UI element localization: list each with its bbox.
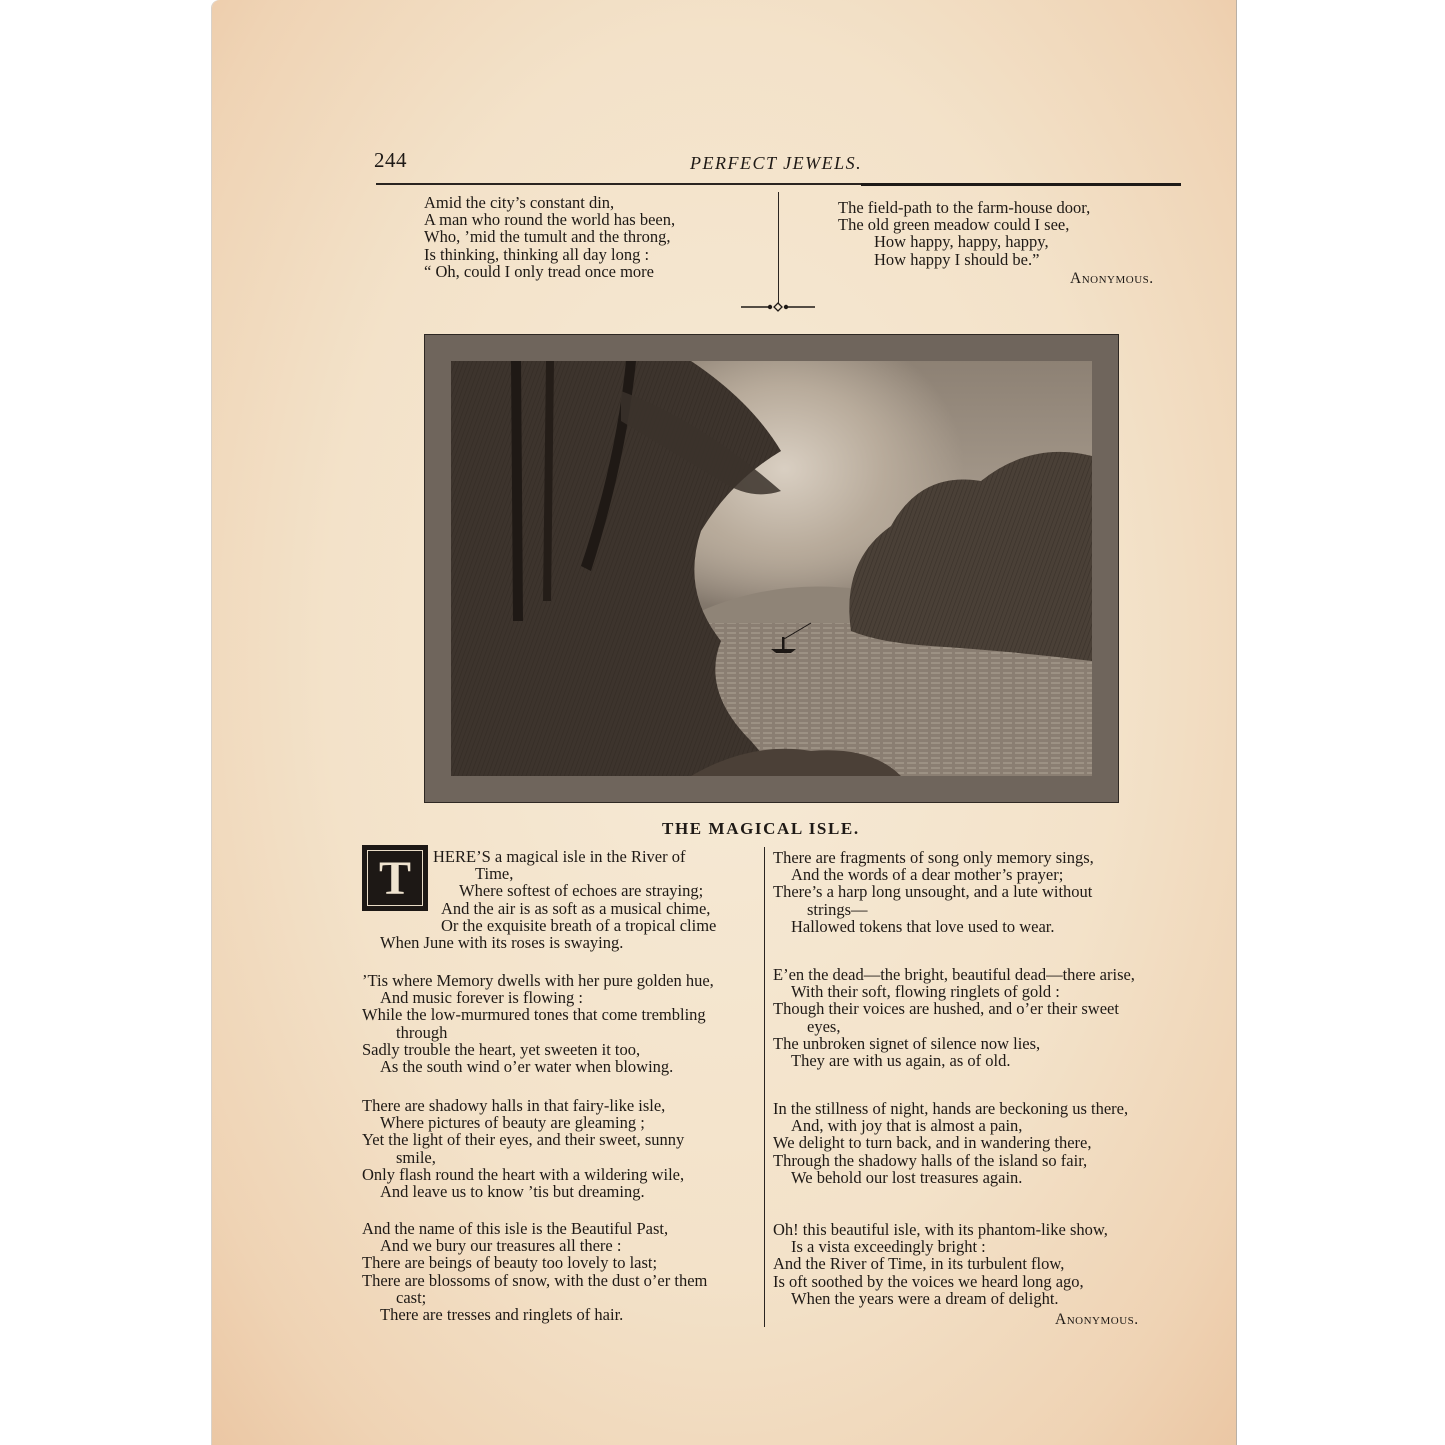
verse-line: When June with its roses is swaying. bbox=[380, 933, 624, 952]
verse-line: As the south wind o’er water when blowing. bbox=[380, 1057, 674, 1077]
verse-line: ’Tis where Memory dwells with her pure golden hue, bbox=[362, 971, 714, 990]
verse-line: HERE’S a magical isle in the River of bbox=[433, 847, 686, 866]
verse-line: The field-path to the farm-house door, bbox=[838, 198, 1091, 217]
river-engraving-illustration bbox=[424, 334, 1119, 803]
engraving-landscape-icon bbox=[451, 361, 1092, 776]
section-divider-ornament-icon bbox=[741, 300, 815, 314]
column-divider bbox=[764, 847, 765, 1327]
verse-line: A man who round the world has been, bbox=[424, 210, 676, 230]
verse-line: Sadly trouble the heart, yet sweeten it too, bbox=[362, 1039, 641, 1059]
verse-line: There are tresses and ringlets of hair. bbox=[380, 1305, 624, 1325]
stanza-3 bbox=[362, 1097, 684, 1200]
poem-title: THE MAGICAL ISLE. bbox=[662, 819, 860, 838]
verse-line: How happy, happy, happy, bbox=[874, 232, 1049, 252]
page-number: 244 bbox=[374, 148, 407, 172]
verse-line: Though their voices are hushed, and o’er their sweet bbox=[773, 999, 1119, 1019]
verse-line: When the years were a dream of delight. bbox=[791, 1288, 1059, 1308]
column-divider bbox=[778, 192, 779, 304]
engraving-scene bbox=[451, 361, 1092, 776]
stanza-7 bbox=[773, 1100, 1128, 1186]
verse-line: We behold our lost treasures again. bbox=[791, 1167, 1023, 1187]
verse-line: And leave us to know ’tis but dreaming. bbox=[380, 1182, 645, 1202]
verse-line: Yet the light of their eyes, and their sweet, sunny bbox=[362, 1130, 685, 1150]
verse-line: Hallowed tokens that love used to wear. bbox=[791, 916, 1055, 936]
verse-line: smile, bbox=[396, 1147, 436, 1167]
verse-line: Or the exquisite breath of a tropical clime bbox=[441, 915, 717, 935]
header-rule bbox=[376, 183, 1181, 185]
verse-line: Time, bbox=[475, 864, 514, 884]
running-title: PERFECT JEWELS. bbox=[690, 153, 863, 173]
verse-line: Is oft soothed by the voices we heard long ago, bbox=[773, 1271, 1084, 1291]
verse-line: Amid the city’s constant din, bbox=[424, 193, 615, 212]
stanza-6 bbox=[773, 966, 1135, 1069]
verse-line: And music forever is flowing : bbox=[380, 988, 584, 1008]
stanza-1-closing bbox=[380, 934, 623, 951]
drop-cap-letter: T bbox=[378, 852, 411, 905]
stanza-2 bbox=[362, 972, 714, 1075]
verse-line: And the air is as soft as a musical chime, bbox=[441, 898, 711, 918]
verse-line: With their soft, flowing ringlets of gold : bbox=[791, 982, 1060, 1002]
verse-line: There are beings of beauty too lovely to last; bbox=[362, 1253, 658, 1273]
verse-line: Only flash round the heart with a wildering wile, bbox=[362, 1164, 685, 1184]
verse-line: strings— bbox=[807, 899, 868, 919]
stanza-5 bbox=[773, 849, 1094, 935]
verse-line: And, with joy that is almost a pain, bbox=[791, 1116, 1023, 1136]
verse-line: Through the shadowy halls of the island so fair, bbox=[773, 1150, 1088, 1170]
verse-line: And the River of Time, in its turbulent flow, bbox=[773, 1254, 1065, 1274]
verse-line: While the low-murmured tones that come trembling bbox=[362, 1005, 706, 1025]
verse-line: Oh! this beautiful isle, with its phantom-like show, bbox=[773, 1220, 1108, 1239]
verse-line: Who, ’mid the tumult and the throng, bbox=[424, 227, 671, 247]
verse-line: There are blossoms of snow, with the dust o’er them bbox=[362, 1270, 708, 1290]
verse-line: “ Oh, could I only tread once more bbox=[424, 261, 655, 281]
verse-line: Is a vista exceedingly bright : bbox=[791, 1237, 986, 1257]
poem-signature: Anonymous. bbox=[1055, 1311, 1139, 1328]
book-page bbox=[212, 0, 1236, 1445]
previous-poem-left-column bbox=[424, 194, 675, 280]
verse-line: through bbox=[396, 1022, 448, 1042]
verse-line: There’s a harp long unsought, and a lute without bbox=[773, 882, 1093, 902]
verse-line: E’en the dead—the bright, beautiful dead—there arise, bbox=[773, 965, 1135, 984]
stanza-8 bbox=[773, 1221, 1108, 1307]
verse-line: cast; bbox=[396, 1287, 427, 1307]
previous-poem-signature: Anonymous. bbox=[1070, 270, 1154, 287]
verse-line: They are with us again, as of old. bbox=[791, 1051, 1011, 1071]
verse-line: And we bury our treasures all there : bbox=[380, 1236, 622, 1256]
verse-line: There are shadowy halls in that fairy-like isle, bbox=[362, 1096, 666, 1115]
verse-line: Where pictures of beauty are gleaming ; bbox=[380, 1113, 645, 1133]
verse-line: How happy I should be.” bbox=[874, 249, 1040, 269]
verse-line: There are fragments of song only memory sings, bbox=[773, 848, 1094, 867]
verse-line: The unbroken signet of silence now lies, bbox=[773, 1033, 1041, 1053]
verse-line: And the name of this isle is the Beautiful Past, bbox=[362, 1219, 669, 1238]
stanza-1-opening bbox=[433, 848, 716, 934]
verse-line: Is thinking, thinking all day long : bbox=[424, 244, 650, 264]
verse-line: We delight to turn back, and in wandering there, bbox=[773, 1133, 1092, 1153]
previous-poem-right-column bbox=[838, 199, 1090, 268]
verse-line: In the stillness of night, hands are beckoning us there, bbox=[773, 1099, 1129, 1118]
verse-line: eyes, bbox=[807, 1016, 841, 1036]
verse-line: Where softest of echoes are straying; bbox=[459, 881, 704, 901]
verse-line: The old green meadow could I see, bbox=[838, 215, 1070, 235]
drop-cap-initial bbox=[362, 845, 428, 911]
verse-line: And the words of a dear mother’s prayer; bbox=[791, 865, 1064, 885]
stanza-4 bbox=[362, 1220, 707, 1323]
